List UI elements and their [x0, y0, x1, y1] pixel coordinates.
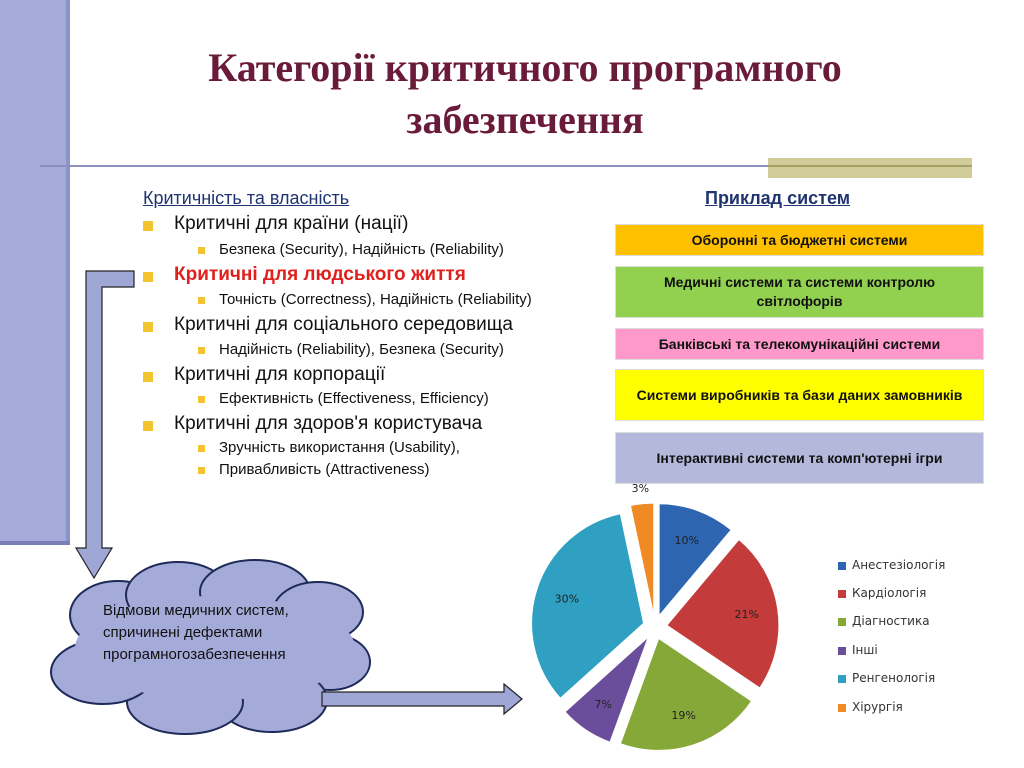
right-arrow-icon	[322, 684, 522, 714]
bullet-label: Критичні для країни (нації)	[174, 213, 409, 234]
legend-swatch	[838, 704, 846, 712]
example-box-label: Інтерактивні системи та комп'ютерні ігри	[656, 449, 943, 466]
example-box-label: Оборонні та бюджетні системи	[691, 231, 908, 248]
sub-bullet-label: Надійність (Reliability), Безпека (Security)	[219, 341, 504, 358]
example-box-label: Системи виробників та бази даних замовників	[636, 386, 963, 403]
legend-swatch	[838, 647, 846, 655]
legend-label: Хірургія	[852, 700, 903, 714]
bullet-label: Критичні для соціального середовища	[174, 314, 513, 335]
down-arrow-icon	[76, 271, 134, 578]
legend-label: Кардіологія	[852, 586, 927, 600]
bullet-label: Критичні для здоров'я користувача	[174, 413, 483, 434]
cloud-text: Відмови медичних систем, спричинені дефектами програмногозабезпечення	[103, 602, 289, 663]
legend-label: Діагностика	[852, 614, 930, 628]
sub-bullet-label: Привабливість (Attractiveness)	[219, 461, 430, 478]
pie-data-label: 10%	[674, 533, 699, 547]
example-box-label: Банківські та телекомунікаційні системи	[658, 335, 941, 352]
legend-label: Анестезіологія	[852, 558, 946, 572]
legend-swatch	[838, 590, 846, 598]
left-heading: Критичність та власність	[143, 188, 350, 208]
pie-data-label: 19%	[671, 709, 696, 723]
legend-label: Інші	[852, 643, 878, 657]
right-heading: Приклад систем	[705, 188, 851, 208]
pie-data-label: 30%	[554, 592, 580, 606]
legend-swatch	[838, 562, 846, 570]
pie-data-label: 21%	[734, 608, 759, 622]
legend-swatch	[838, 675, 846, 683]
sub-bullet-label: Зручність використання (Usability),	[219, 439, 460, 456]
title-line-1: Категорії критичного програмного	[208, 45, 842, 90]
pie-data-label: 3%	[631, 481, 650, 495]
example-box-label: Медичні системи та системи контролю світлофорів	[663, 274, 936, 309]
title-line-2: забезпечення	[406, 97, 644, 142]
pie-data-label: 7%	[594, 697, 612, 711]
sub-bullet-label: Безпека (Security), Надійність (Reliability)	[219, 241, 504, 258]
sub-bullet-label: Точність (Correctness), Надійність (Reliability)	[219, 291, 532, 308]
sub-bullet-label: Ефективність (Effectiveness, Efficiency)	[219, 390, 489, 407]
pie-chart	[532, 482, 779, 751]
bullet-label: Критичні для людського життя	[174, 264, 466, 285]
legend-label: Ренгенологія	[852, 671, 936, 685]
bullet-label: Критичні для корпорації	[174, 364, 386, 385]
legend-swatch	[838, 618, 846, 626]
